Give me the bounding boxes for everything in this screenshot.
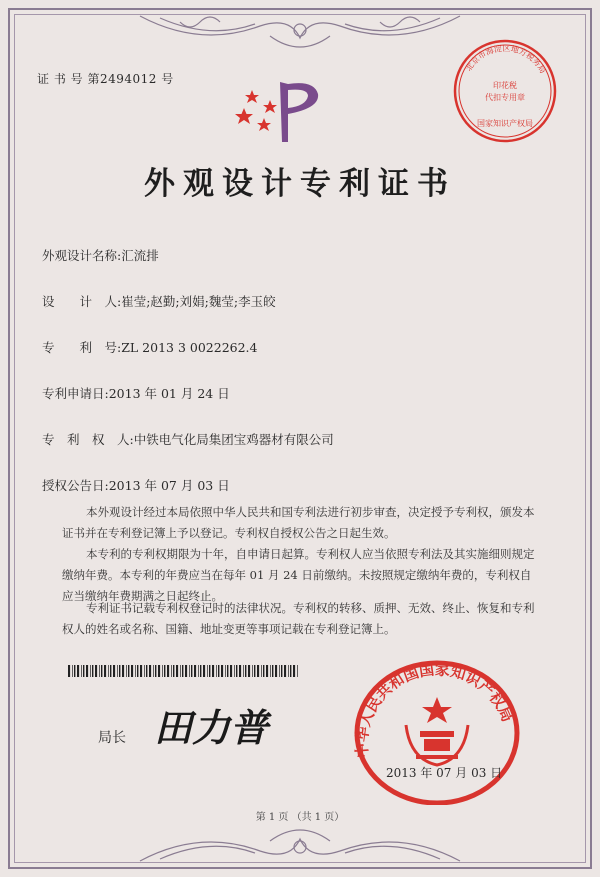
field-grant-date: 授权公告日:2013 年 07 月 03 日: [42, 478, 230, 493]
svg-text:北京市海淀区地方税务局: 北京市海淀区地方税务局: [464, 43, 548, 76]
paragraph-1: 本外观设计经过本局依照中华人民共和国专利法进行初步审查，决定授予专利权，颁发本证书并在专利登记簿上予以登记。专利权自授权公告之日起生效。: [62, 505, 535, 540]
paragraph-3: 专利证书记载专利权登记时的法律状况。专利权的转移、质押、无效、终止、恢复和专利权人的姓名或名称、国籍、地址变更等事项记载在专利登记簿上。: [62, 601, 535, 636]
director-label: 局长: [98, 730, 126, 746]
field-design-name: 外观设计名称:汇流排: [42, 248, 159, 263]
tax-stamp: [452, 38, 558, 144]
svg-text:中华人民共和国国家知识产权局: 中华人民共和国国家知识产权局: [352, 660, 517, 759]
field-patent-number: 专 利 号:ZL 2013 3 0022262.4: [42, 340, 258, 355]
certificate-number: 证 书 号 第2494012 号: [37, 72, 174, 86]
barcode: [68, 665, 300, 677]
svg-text:国家知识产权局: 国家知识产权局: [477, 119, 533, 128]
paragraph-2: 本专利的专利权期限为十年，自申请日起算。专利权人应当依照专利法及其实施细则规定缴纳年费。本专利的年费应当在每年 01 月 24 日前缴纳。未按照规定缴纳年费的，专利权自应当缴纳年费期满之日起终止。: [62, 547, 535, 603]
patent-office-logo: [230, 78, 330, 148]
field-patentee: 专 利 权 人:中铁电气化局集团宝鸡器材有限公司: [42, 432, 334, 447]
field-application-date: 专利申请日:2013 年 01 月 24 日: [42, 386, 230, 401]
seal-date: 2013 年 07 月 03 日: [386, 766, 503, 780]
director-signature: [148, 695, 308, 755]
document-title: 外观设计专利证书: [144, 166, 456, 202]
svg-text:印花税: 印花税: [493, 81, 517, 90]
page-footer: 第 1 页 （共 1 页）: [255, 812, 345, 823]
svg-text:田力普: 田力普: [154, 705, 269, 750]
svg-text:代扣专用章: 代扣专用章: [485, 93, 525, 102]
field-designers: 设 计 人:崔莹;赵勤;刘娟;魏莹;李玉皎: [42, 294, 276, 309]
official-seal: [352, 655, 522, 805]
